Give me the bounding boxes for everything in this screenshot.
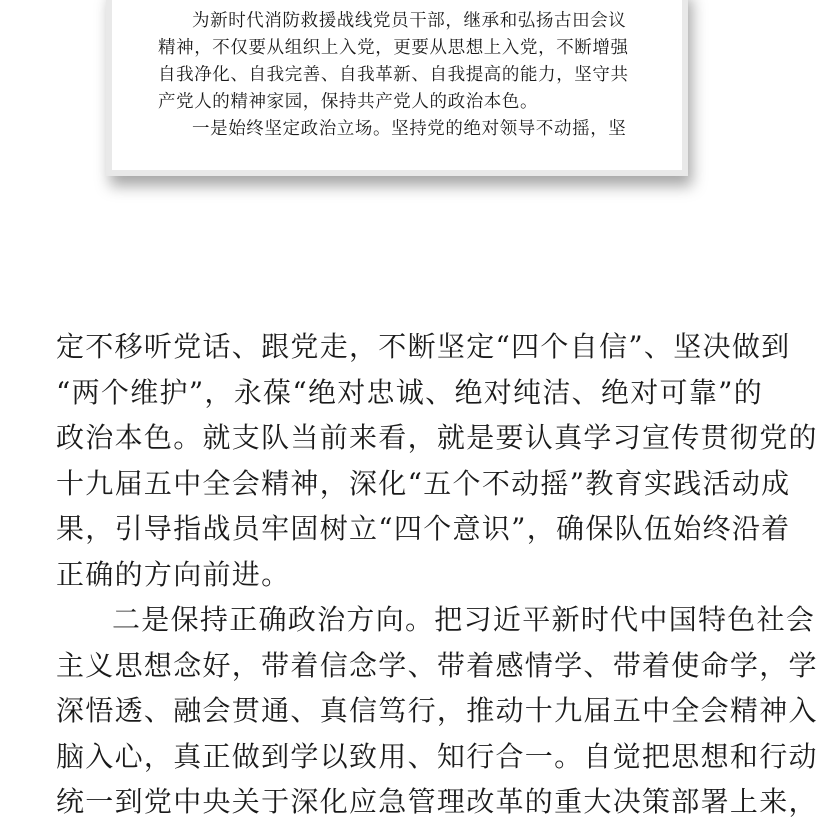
preview-line: 精神，不仅要从组织上入党，更要从思想上入党，不断增强: [158, 38, 629, 58]
document-line: 十九届五中全会精神，深化“五个不动摇”教育实践活动成: [56, 466, 791, 500]
preview-line: 产党人的精神家园，保持共产党人的政治本色。: [158, 92, 539, 112]
document-line: 政治本色。就支队当前来看，就是要认真学习宣传贯彻党的: [56, 421, 818, 454]
document-body: [56, 324, 818, 825]
document-line: 正确的方向前进。: [56, 557, 291, 591]
preview-line: 为新时代消防救援战线党员干部，继承和弘扬古田会议: [192, 11, 627, 31]
preview-text-block: [158, 8, 648, 143]
document-line: 果，引导指战员牢固树立“四个意识”，确保队伍始终沿着: [56, 512, 791, 545]
document-line: 主义思想念好，带着信念学、带着感情学、带着使命学，学: [56, 648, 818, 682]
document-line: “两个维护”，永葆“绝对忠诚、绝对纯洁、绝对可靠”的: [56, 375, 764, 409]
document-line: 脑入心，真正做到学以致用、知行合一。自觉把思想和行动: [56, 739, 818, 773]
page-preview-card: [112, 0, 682, 170]
document-line: 定不移听党话、跟党走，不断坚定“四个自信”、坚决做到: [56, 330, 791, 363]
preview-line: 自我净化、自我完善、自我革新、自我提高的能力，坚守共: [158, 65, 629, 85]
document-line: 深悟透、融会贯通、真信笃行，推动十九届五中全会精神入: [56, 694, 818, 727]
preview-line: 一是始终坚定政治立场。坚持党的绝对领导不动摇，坚: [192, 119, 627, 139]
document-line: 二是保持正确政治方向。把习近平新时代中国特色社会: [112, 603, 816, 636]
document-line: 统一到党中央关于深化应急管理改革的重大决策部署上来，: [56, 785, 818, 818]
